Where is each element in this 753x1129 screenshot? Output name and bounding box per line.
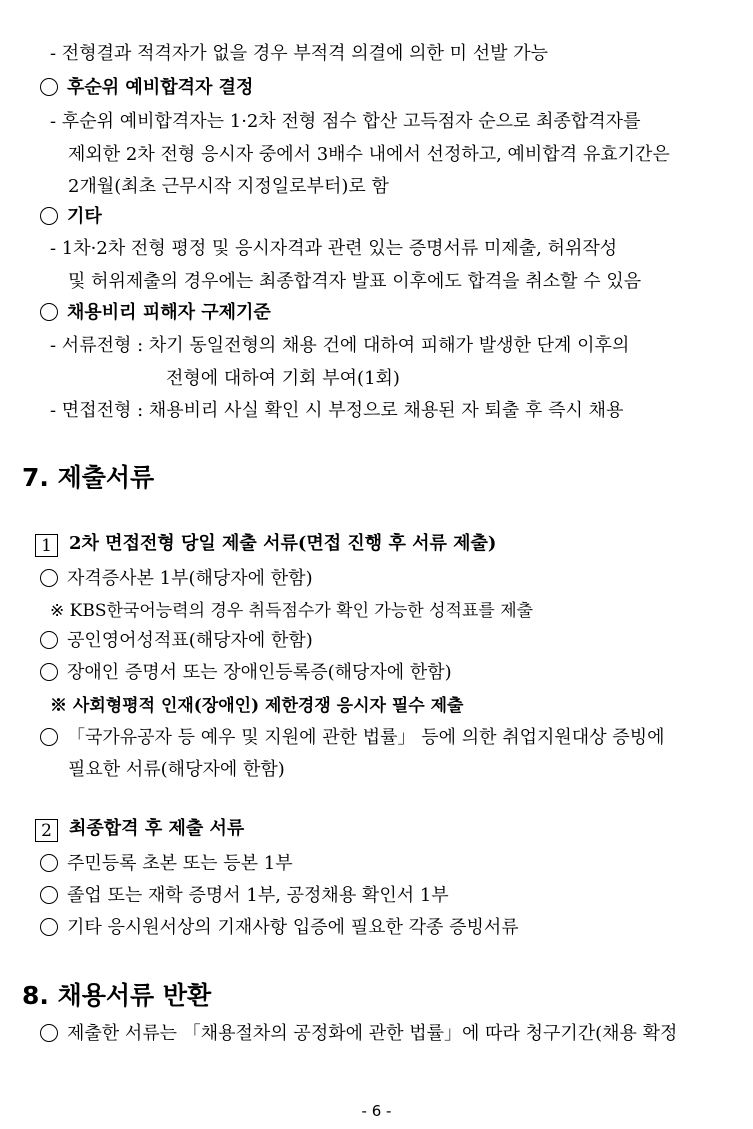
text-line: 필요한 서류(해당자에 한함) <box>68 759 285 780</box>
circle-bullet-icon <box>40 728 58 746</box>
section-7-title: 7. 제출서류 <box>22 463 155 492</box>
circle-bullet-icon <box>40 886 58 904</box>
circle-bullet-icon <box>40 78 58 96</box>
text-line: - 전형결과 적격자가 없을 경우 부적격 의결에 의한 미 선발 가능 <box>50 43 548 64</box>
list-item: 자격증사본 1부(해당자에 한함) <box>40 566 313 592</box>
circle-bullet-icon <box>40 631 58 649</box>
list-item: 제출한 서류는 「채용절차의 공정화에 관한 법률」에 따라 청구기간(채용 확정 <box>40 1021 677 1047</box>
text-line: 2개월(최초 근무시작 지정일로부터)로 함 <box>68 176 389 197</box>
text-line: 및 허위제출의 경우에는 최종합격자 발표 이후에도 합격을 취소할 수 있음 <box>68 271 642 292</box>
section-8-title: 8. 채용서류 반환 <box>22 981 212 1010</box>
box-number: 1 <box>35 534 58 557</box>
circle-bullet-icon <box>40 663 58 681</box>
circle-bullet-icon <box>40 1024 58 1042</box>
page-number: - 6 - <box>361 1102 392 1120</box>
list-item: 주민등록 초본 또는 등본 1부 <box>40 851 293 877</box>
circle-bullet-icon <box>40 207 58 225</box>
circle-bullet-icon <box>40 918 58 936</box>
text-line: - 서류전형 : 차기 동일전형의 채용 건에 대하여 피해가 발생한 단계 이후의 <box>50 335 630 356</box>
note-line: ※ 사회형평적 인재(장애인) 제한경쟁 응시자 필수 제출 <box>50 696 464 716</box>
text-line: 전형에 대하여 기회 부여(1회) <box>166 368 400 389</box>
text-line: - 면접전형 : 채용비리 사실 확인 시 부정으로 채용된 자 퇴출 후 즉시 채용 <box>50 400 624 421</box>
list-item: 졸업 또는 재학 증명서 1부, 공정채용 확인서 1부 <box>40 883 449 909</box>
list-item: 「국가유공자 등 예우 및 지원에 관한 법률」 등에 의한 취업지원대상 증빙에 <box>40 725 664 751</box>
circle-bullet-icon <box>40 569 58 587</box>
heading-relief: 채용비리 피해자 구제기준 <box>40 300 271 326</box>
subsection-1-title: 1 2차 면접전형 당일 제출 서류(면접 진행 후 서류 제출) <box>35 531 496 557</box>
circle-bullet-icon <box>40 854 58 872</box>
text-line: 제외한 2차 전형 응시자 중에서 3배수 내에서 선정하고, 예비합격 유효기간은 <box>68 144 670 165</box>
list-item: 장애인 증명서 또는 장애인등록증(해당자에 한함) <box>40 660 452 686</box>
heading-etc: 기타 <box>40 204 102 230</box>
subsection-2-title: 2 최종합격 후 제출 서류 <box>35 816 244 842</box>
list-item: 기타 응시원서상의 기재사항 입증에 필요한 각종 증빙서류 <box>40 915 519 941</box>
box-number: 2 <box>35 819 58 842</box>
text-line: - 1차·2차 전형 평정 및 응시자격과 관련 있는 증명서류 미제출, 허위작성 <box>50 238 618 259</box>
heading-reserve: 후순위 예비합격자 결정 <box>40 75 253 101</box>
list-item: 공인영어성적표(해당자에 한함) <box>40 628 313 654</box>
circle-bullet-icon <box>40 303 58 321</box>
note-line: ※ KBS한국어능력의 경우 취득점수가 확인 가능한 성적표를 제출 <box>50 601 534 621</box>
text-line: - 후순위 예비합격자는 1·2차 전형 점수 합산 고득점자 순으로 최종합격자를 <box>50 111 641 132</box>
